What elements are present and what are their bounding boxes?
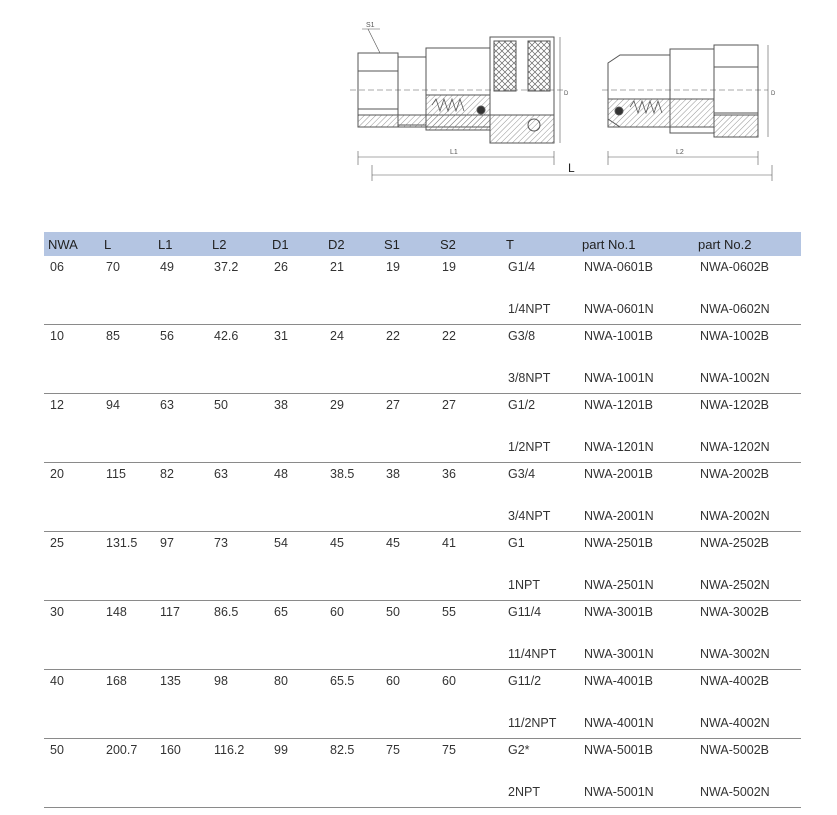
table-row xyxy=(44,501,801,532)
cell-p2: NWA-4002B xyxy=(700,674,770,688)
label-d1: D xyxy=(564,91,569,97)
empty-cell xyxy=(436,294,502,325)
cell-l2: 86.5 xyxy=(214,605,239,619)
cell-l: 168 xyxy=(106,674,127,688)
cell-s1: 45 xyxy=(386,536,400,550)
cell-p1: NWA-0601N xyxy=(578,294,694,325)
cell-p1: NWA-3001B xyxy=(584,605,654,619)
empty-cell xyxy=(380,501,436,532)
empty-cell xyxy=(100,294,154,325)
table-header-row xyxy=(44,232,801,256)
empty-cell xyxy=(380,708,436,739)
empty-cell xyxy=(436,777,502,808)
empty-cell xyxy=(44,432,100,463)
empty-cell xyxy=(268,708,324,739)
empty-cell xyxy=(100,363,154,394)
cell-nwa: 30 xyxy=(50,605,64,619)
empty-cell xyxy=(208,363,268,394)
table-row xyxy=(44,739,801,778)
empty-cell xyxy=(154,570,208,601)
cell-d2: 82.5 xyxy=(330,743,355,757)
cell-p2: NWA-2002B xyxy=(700,467,770,481)
empty-cell xyxy=(268,294,324,325)
cell-p2: NWA-1002N xyxy=(694,363,801,394)
cell-l: 70 xyxy=(106,260,120,274)
cell-p2: NWA-5002N xyxy=(694,777,801,808)
cell-p2: NWA-2502B xyxy=(700,536,770,550)
cell-nwa: 10 xyxy=(50,329,64,343)
label-l2: L2 xyxy=(676,149,684,156)
column-header: D2 xyxy=(324,232,380,256)
column-header: part No.1 xyxy=(578,232,694,256)
empty-cell xyxy=(436,501,502,532)
cell-l1: 135 xyxy=(160,674,181,688)
cell-l: 148 xyxy=(106,605,127,619)
empty-cell xyxy=(154,639,208,670)
table-row xyxy=(44,670,801,709)
cell-p2: NWA-5002B xyxy=(700,743,770,757)
empty-cell xyxy=(324,570,380,601)
empty-cell xyxy=(154,777,208,808)
empty-cell xyxy=(208,432,268,463)
cell-t: G1/4 xyxy=(508,260,536,274)
cell-s1: 19 xyxy=(386,260,400,274)
cell-p1: NWA-1001N xyxy=(578,363,694,394)
empty-cell xyxy=(324,294,380,325)
column-header: S2 xyxy=(436,232,502,256)
empty-cell xyxy=(100,501,154,532)
cell-t: 11/4NPT xyxy=(502,639,578,670)
empty-cell xyxy=(268,570,324,601)
cell-s2: 27 xyxy=(442,398,456,412)
cell-nwa: 40 xyxy=(50,674,64,688)
cell-s1: 60 xyxy=(386,674,400,688)
cell-p1: NWA-1201B xyxy=(584,398,654,412)
cell-l1: 56 xyxy=(160,329,174,343)
column-header: T xyxy=(502,232,578,256)
empty-cell xyxy=(208,708,268,739)
cell-nwa: 06 xyxy=(50,260,64,274)
empty-cell xyxy=(154,363,208,394)
cell-l: 200.7 xyxy=(106,743,138,757)
empty-cell xyxy=(380,363,436,394)
cell-l2: 42.6 xyxy=(214,329,239,343)
cell-l1: 117 xyxy=(160,605,180,619)
empty-cell xyxy=(324,639,380,670)
empty-cell xyxy=(100,777,154,808)
cell-p1: NWA-4001B xyxy=(584,674,654,688)
empty-cell xyxy=(324,708,380,739)
empty-cell xyxy=(208,294,268,325)
cell-p1: NWA-4001N xyxy=(578,708,694,739)
cell-p2: NWA-3002B xyxy=(700,605,770,619)
table-row xyxy=(44,363,801,394)
cell-p1: NWA-0601B xyxy=(584,260,654,274)
empty-cell xyxy=(324,432,380,463)
empty-cell xyxy=(436,639,502,670)
empty-cell xyxy=(324,501,380,532)
table-row xyxy=(44,294,801,325)
cell-s1: 22 xyxy=(386,329,400,343)
empty-cell xyxy=(380,639,436,670)
cell-t: 1/2NPT xyxy=(502,432,578,463)
cell-l1: 82 xyxy=(160,467,174,481)
spec-table xyxy=(44,232,801,808)
cell-p1: NWA-3001N xyxy=(578,639,694,670)
cell-d1: 99 xyxy=(274,743,288,757)
table-row xyxy=(44,463,801,502)
table-row xyxy=(44,325,801,364)
empty-cell xyxy=(100,639,154,670)
empty-cell xyxy=(268,432,324,463)
cell-t: G1 xyxy=(508,536,525,550)
cell-d1: 80 xyxy=(274,674,288,688)
coupling-drawing xyxy=(340,15,780,185)
cell-d1: 26 xyxy=(274,260,288,274)
column-header: NWA xyxy=(44,232,100,256)
cell-d2: 45 xyxy=(330,536,344,550)
empty-cell xyxy=(208,639,268,670)
empty-cell xyxy=(324,777,380,808)
cell-p2: NWA-3002N xyxy=(694,639,801,670)
cell-l2: 73 xyxy=(214,536,228,550)
column-header: part No.2 xyxy=(694,232,801,256)
empty-cell xyxy=(268,777,324,808)
empty-cell xyxy=(100,570,154,601)
cell-t: G3/4 xyxy=(508,467,536,481)
cell-p2: NWA-0602N xyxy=(694,294,801,325)
empty-cell xyxy=(208,777,268,808)
empty-cell xyxy=(380,570,436,601)
table-row xyxy=(44,394,801,433)
cell-nwa: 50 xyxy=(50,743,64,757)
empty-cell xyxy=(380,777,436,808)
cell-t: 11/2NPT xyxy=(502,708,578,739)
empty-cell xyxy=(268,363,324,394)
empty-cell xyxy=(154,708,208,739)
cell-p2: NWA-1002B xyxy=(700,329,770,343)
empty-cell xyxy=(44,708,100,739)
cell-p1: NWA-5001B xyxy=(584,743,654,757)
empty-cell xyxy=(154,432,208,463)
cell-p2: NWA-1202N xyxy=(694,432,801,463)
cell-l: 115 xyxy=(106,467,126,481)
cell-p2: NWA-4002N xyxy=(694,708,801,739)
cell-t: G3/8 xyxy=(508,329,536,343)
cell-s1: 27 xyxy=(386,398,400,412)
empty-cell xyxy=(268,639,324,670)
cell-d1: 38 xyxy=(274,398,288,412)
cell-nwa: 12 xyxy=(50,398,64,412)
empty-cell xyxy=(44,294,100,325)
cell-d2: 65.5 xyxy=(330,674,355,688)
cell-l2: 37.2 xyxy=(214,260,239,274)
label-l: L xyxy=(568,161,575,175)
cell-d2: 38.5 xyxy=(330,467,355,481)
cell-l1: 49 xyxy=(160,260,174,274)
empty-cell xyxy=(154,501,208,532)
cell-p1: NWA-2501B xyxy=(584,536,654,550)
cell-p1: NWA-1001B xyxy=(584,329,654,343)
cell-l2: 116.2 xyxy=(214,743,245,757)
cell-p1: NWA-2001N xyxy=(578,501,694,532)
table-row xyxy=(44,532,801,571)
cell-s2: 41 xyxy=(442,536,456,550)
empty-cell xyxy=(380,294,436,325)
cell-s1: 38 xyxy=(386,467,400,481)
cell-p2: NWA-0602B xyxy=(700,260,770,274)
cell-l: 85 xyxy=(106,329,120,343)
cell-l2: 63 xyxy=(214,467,228,481)
cell-p2: NWA-2002N xyxy=(694,501,801,532)
cell-nwa: 25 xyxy=(50,536,64,550)
empty-cell xyxy=(44,501,100,532)
cell-p1: NWA-1201N xyxy=(578,432,694,463)
table-row xyxy=(44,708,801,739)
empty-cell xyxy=(268,501,324,532)
cell-d1: 31 xyxy=(274,329,288,343)
cell-nwa: 20 xyxy=(50,467,64,481)
label-s1: S1 xyxy=(366,22,375,29)
cell-s2: 22 xyxy=(442,329,456,343)
label-l1: L1 xyxy=(450,149,458,156)
cell-s2: 60 xyxy=(442,674,456,688)
cell-p2: NWA-2502N xyxy=(694,570,801,601)
column-header: D1 xyxy=(268,232,324,256)
empty-cell xyxy=(44,777,100,808)
cell-d2: 60 xyxy=(330,605,344,619)
column-header: L1 xyxy=(154,232,208,256)
empty-cell xyxy=(208,570,268,601)
cell-t: G11/2 xyxy=(508,674,542,688)
empty-cell xyxy=(100,708,154,739)
cell-s1: 75 xyxy=(386,743,400,757)
empty-cell xyxy=(436,570,502,601)
table-row xyxy=(44,601,801,640)
label-d2: D xyxy=(771,91,776,97)
cell-s2: 19 xyxy=(442,260,456,274)
table-row xyxy=(44,256,801,294)
empty-cell xyxy=(436,708,502,739)
cell-d2: 24 xyxy=(330,329,344,343)
cell-d1: 48 xyxy=(274,467,288,481)
empty-cell xyxy=(44,570,100,601)
empty-cell xyxy=(44,639,100,670)
empty-cell xyxy=(324,363,380,394)
table-row xyxy=(44,777,801,808)
plug-part-drawing xyxy=(602,45,768,165)
cell-l2: 50 xyxy=(214,398,228,412)
cell-d2: 29 xyxy=(330,398,344,412)
column-header: L2 xyxy=(208,232,268,256)
cell-d2: 21 xyxy=(330,260,344,274)
column-header: S1 xyxy=(380,232,436,256)
cell-p1: NWA-2501N xyxy=(578,570,694,601)
cell-t: G1/2 xyxy=(508,398,536,412)
table-body xyxy=(44,256,801,808)
cell-t: 3/4NPT xyxy=(502,501,578,532)
cell-l1: 63 xyxy=(160,398,174,412)
empty-cell xyxy=(44,363,100,394)
cell-l: 94 xyxy=(106,398,120,412)
cell-s2: 55 xyxy=(442,605,456,619)
cell-d1: 54 xyxy=(274,536,288,550)
cell-t: 1/4NPT xyxy=(502,294,578,325)
cell-d1: 65 xyxy=(274,605,288,619)
table-row xyxy=(44,432,801,463)
cell-t: G2* xyxy=(508,743,530,757)
cell-l1: 160 xyxy=(160,743,181,757)
cell-t: G11/4 xyxy=(508,605,542,619)
cell-s1: 50 xyxy=(386,605,400,619)
empty-cell xyxy=(208,501,268,532)
cell-l1: 97 xyxy=(160,536,174,550)
cell-t: 3/8NPT xyxy=(502,363,578,394)
column-header: L xyxy=(100,232,154,256)
empty-cell xyxy=(100,432,154,463)
empty-cell xyxy=(436,363,502,394)
cell-p2: NWA-1202B xyxy=(700,398,770,412)
empty-cell xyxy=(380,432,436,463)
cell-p1: NWA-5001N xyxy=(578,777,694,808)
cell-s2: 75 xyxy=(442,743,456,757)
cell-s2: 36 xyxy=(442,467,456,481)
cell-t: 2NPT xyxy=(502,777,578,808)
cell-t: 1NPT xyxy=(502,570,578,601)
empty-cell xyxy=(154,294,208,325)
cell-l2: 98 xyxy=(214,674,228,688)
table-row xyxy=(44,570,801,601)
cell-l: 131.5 xyxy=(106,536,138,550)
cell-p1: NWA-2001B xyxy=(584,467,654,481)
table-row xyxy=(44,639,801,670)
empty-cell xyxy=(436,432,502,463)
